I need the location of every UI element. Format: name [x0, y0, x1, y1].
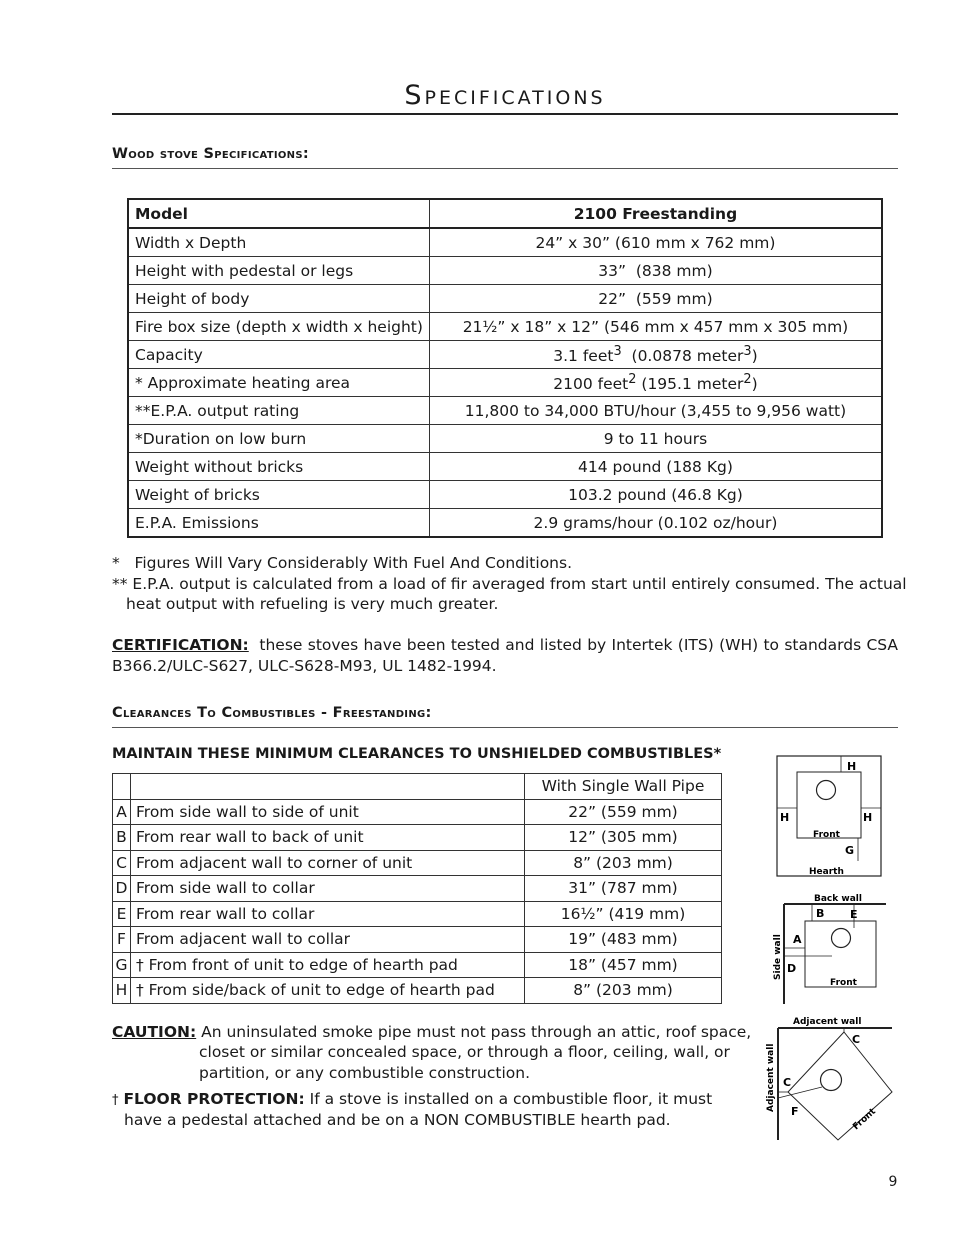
- clearance-value: 18” (457 mm): [525, 952, 722, 978]
- capacity-value-a: 3.1 feet: [553, 347, 614, 366]
- table-row: [113, 927, 722, 953]
- footnote-epa-line2: heat output with refueling is very much greater.: [126, 595, 499, 613]
- spec-value: 9 to 11 hours: [429, 425, 882, 453]
- clearance-letter: A: [113, 799, 131, 825]
- corner-diagram: [760, 1012, 896, 1147]
- spec-value: [429, 341, 882, 369]
- table-row: [128, 285, 882, 313]
- table-row: [128, 509, 882, 538]
- table-row: [128, 257, 882, 285]
- floor-protection-line2: have a pedestal attached and be on a NON COMBUSTIBLE hearth pad.: [124, 1111, 671, 1129]
- floor-protection-label: FLOOR PROTECTION:: [123, 1090, 305, 1108]
- clearance-value: 31” (787 mm): [525, 876, 722, 902]
- clearance-desc: From adjacent wall to corner of unit: [131, 850, 525, 876]
- spec-table: [127, 198, 883, 538]
- clearance-value: 8” (203 mm): [525, 850, 722, 876]
- caution-line1: [112, 1022, 751, 1043]
- spec-label: Capacity: [128, 341, 429, 369]
- table-row: [128, 369, 882, 397]
- table-row: [113, 901, 722, 927]
- capacity-sup-b: 3: [743, 343, 752, 359]
- table-row: [128, 425, 882, 453]
- clearance-value: 22” (559 mm): [525, 799, 722, 825]
- wall-diagram: [768, 890, 890, 1008]
- clearance-value: 8” (203 mm): [525, 978, 722, 1004]
- spec-header-row: [128, 199, 882, 228]
- spec-header-value: 2100 Freestanding: [429, 199, 882, 228]
- label-c-top: C: [852, 1033, 861, 1046]
- clearance-letter: D: [113, 876, 131, 902]
- table-row: [128, 313, 882, 341]
- certification-line1: [112, 635, 898, 656]
- table-row: [128, 341, 882, 369]
- table-row: [113, 978, 722, 1004]
- capacity-value-b: (0.0878 meter: [621, 347, 744, 366]
- capacity-sup-a: 3: [613, 343, 622, 359]
- clearance-desc: From rear wall to back of unit: [131, 825, 525, 851]
- wood-stove-heading: Wood stove Specifications:: [112, 146, 309, 162]
- label-adjacent-wall-side: Adjacent wall: [766, 1043, 776, 1112]
- table-row: [113, 876, 722, 902]
- caution-label: CAUTION:: [112, 1023, 197, 1041]
- spec-label: Fire box size (depth x width x height): [128, 313, 429, 341]
- spec-value: 33” (838 mm): [429, 257, 882, 285]
- area-value-c: ): [751, 375, 758, 394]
- certification-line2: B366.2/ULC-S627, ULC-S628-M93, UL 1482-1994.: [112, 657, 497, 675]
- label-hearth: Hearth: [809, 867, 844, 877]
- clearance-letter: F: [113, 927, 131, 953]
- clearance-value: 19” (483 mm): [525, 927, 722, 953]
- spec-label: **E.P.A. output rating: [128, 397, 429, 425]
- clearance-desc: † From side/back of unit to edge of hearth pad: [131, 978, 525, 1004]
- spec-value: [429, 369, 882, 397]
- label-h-right: H: [863, 811, 873, 824]
- clearance-letter: E: [113, 901, 131, 927]
- table-row: [128, 228, 882, 257]
- area-sup-b: 2: [743, 371, 752, 387]
- blank-cell: [113, 774, 131, 800]
- spec-value: 2.9 grams/hour (0.102 oz/hour): [429, 509, 882, 538]
- spec-value: 11,800 to 34,000 BTU/hour (3,455 to 9,956 watt): [429, 397, 882, 425]
- title-rule: [112, 113, 898, 115]
- dagger-mark: †: [112, 1093, 119, 1108]
- label-front: Front: [830, 978, 857, 988]
- label-e: E: [850, 908, 858, 921]
- label-b: B: [816, 907, 825, 920]
- clearances-heading: Clearances To Combustibles - Freestanding:: [112, 705, 432, 721]
- label-d: D: [787, 962, 797, 975]
- area-value-a: 2100 feet: [553, 375, 629, 394]
- spec-value: 24” x 30” (610 mm x 762 mm): [429, 228, 882, 257]
- clearances-rule: [112, 727, 898, 728]
- label-a: A: [793, 933, 802, 946]
- label-front: Front: [851, 1106, 879, 1133]
- label-g: G: [845, 844, 855, 857]
- clearance-table: [112, 773, 722, 1004]
- clearance-col-header: With Single Wall Pipe: [525, 774, 722, 800]
- spec-value: 22” (559 mm): [429, 285, 882, 313]
- table-row: [113, 825, 722, 851]
- label-side-wall: Side wall: [773, 934, 783, 980]
- wood-stove-rule: [112, 168, 898, 169]
- clearance-desc: From side wall to collar: [131, 876, 525, 902]
- caution-line3: partition, or any combustible construction.: [199, 1064, 530, 1082]
- spec-label: E.P.A. Emissions: [128, 509, 429, 538]
- clearance-value: 16½” (419 mm): [525, 901, 722, 927]
- blank-cell: [131, 774, 525, 800]
- table-row: [128, 453, 882, 481]
- clearance-letter: C: [113, 850, 131, 876]
- certification-label: CERTIFICATION:: [112, 636, 249, 654]
- page-number: 9: [888, 1174, 898, 1190]
- capacity-value-c: ): [751, 347, 758, 366]
- clearance-desc: From rear wall to collar: [131, 901, 525, 927]
- label-front: Front: [813, 830, 840, 840]
- hearth-diagram: [770, 750, 890, 880]
- footnote-epa-line1: ** E.P.A. output is calculated from a load of fir averaged from start until entirely consumed. The actual: [112, 575, 907, 593]
- spec-header-label: Model: [128, 199, 429, 228]
- certification-text: these stoves have been tested and listed by Intertek (ITS) (WH) to standards CSA: [259, 636, 899, 654]
- floor-protection-line1: [112, 1089, 712, 1112]
- area-value-b: (195.1 meter: [636, 375, 744, 394]
- caution-line2: closet or similar concealed space, or through a floor, ceiling, wall, or: [199, 1043, 730, 1061]
- spec-value: 21½” x 18” x 12” (546 mm x 457 mm x 305 mm): [429, 313, 882, 341]
- clearances-subheading: MAINTAIN THESE MINIMUM CLEARANCES TO UNSHIELDED COMBUSTIBLES*: [112, 746, 722, 762]
- table-row: [113, 850, 722, 876]
- label-c-left: C: [783, 1076, 792, 1089]
- label-f: F: [791, 1105, 799, 1118]
- spec-label: Weight without bricks: [128, 453, 429, 481]
- footnote-figures: * Figures Will Vary Considerably With Fuel And Conditions.: [112, 554, 573, 572]
- clearance-desc: From side wall to side of unit: [131, 799, 525, 825]
- clearance-desc: From adjacent wall to collar: [131, 927, 525, 953]
- label-h-left: H: [780, 811, 790, 824]
- table-row: [128, 397, 882, 425]
- caution-text-1: An uninsulated smoke pipe must not pass through an attic, roof space,: [201, 1023, 752, 1041]
- spec-label: Height with pedestal or legs: [128, 257, 429, 285]
- page-title: Specifications: [404, 80, 606, 111]
- clearance-letter: G: [113, 952, 131, 978]
- label-back-wall: Back wall: [814, 894, 862, 904]
- table-row: [128, 481, 882, 509]
- label-adjacent-wall-top: Adjacent wall: [793, 1017, 862, 1027]
- area-sup-a: 2: [628, 371, 637, 387]
- spec-label: *Duration on low burn: [128, 425, 429, 453]
- spec-value: 414 pound (188 Kg): [429, 453, 882, 481]
- label-h-top: H: [847, 760, 857, 773]
- spec-label: Width x Depth: [128, 228, 429, 257]
- clearance-header-row: [113, 774, 722, 800]
- spec-value: 103.2 pound (46.8 Kg): [429, 481, 882, 509]
- clearance-letter: B: [113, 825, 131, 851]
- clearance-desc: † From front of unit to edge of hearth pad: [131, 952, 525, 978]
- clearance-letter: H: [113, 978, 131, 1004]
- floor-protection-text-1: If a stove is installed on a combustible floor, it must: [309, 1090, 713, 1108]
- table-row: [113, 952, 722, 978]
- clearance-value: 12” (305 mm): [525, 825, 722, 851]
- table-row: [113, 799, 722, 825]
- spec-label: Weight of bricks: [128, 481, 429, 509]
- spec-label: * Approximate heating area: [128, 369, 429, 397]
- spec-label: Height of body: [128, 285, 429, 313]
